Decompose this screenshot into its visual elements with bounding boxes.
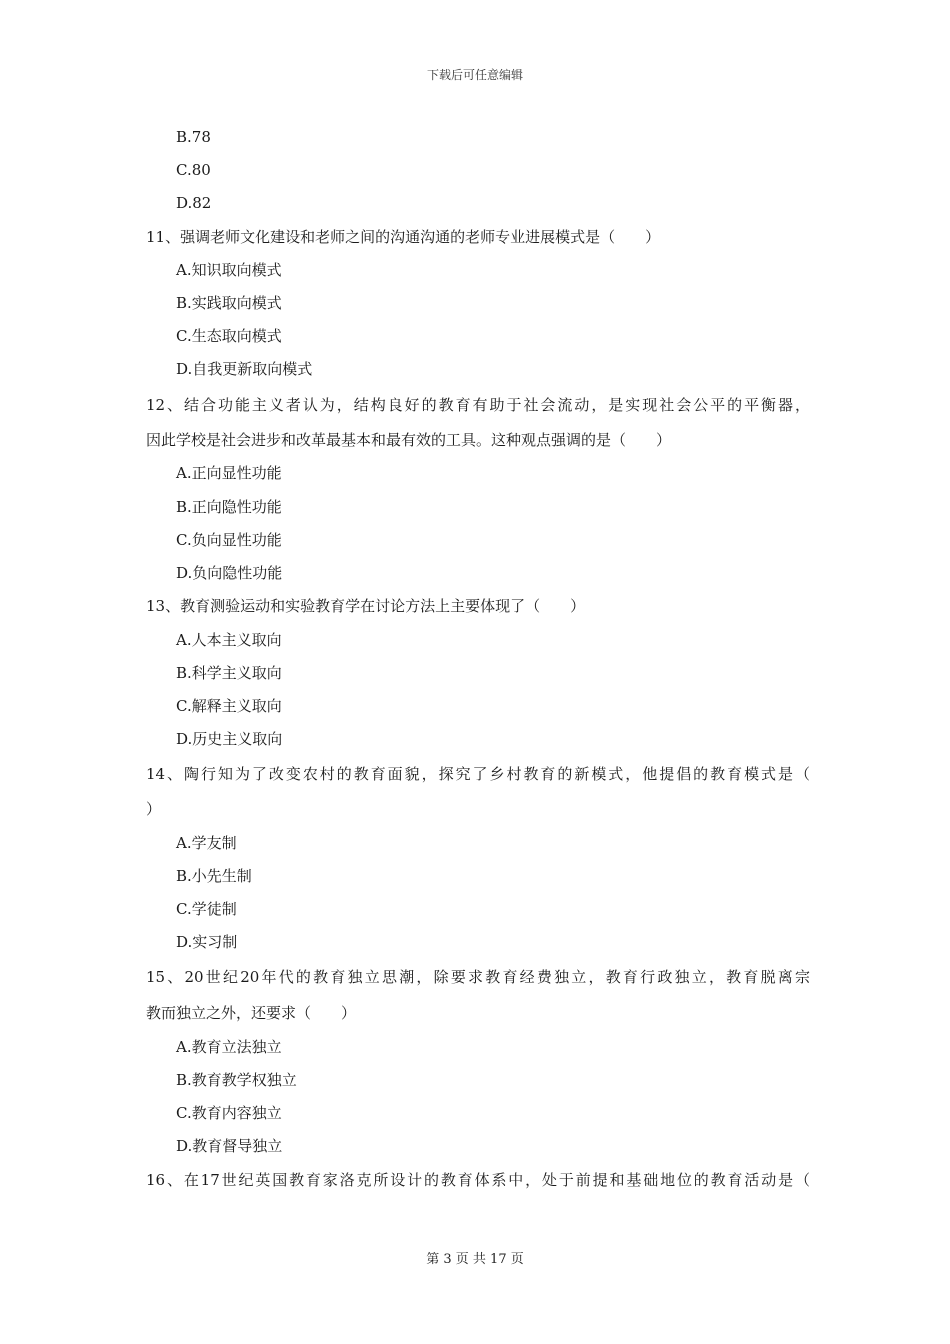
option-a: A.人本主义取向 [176,631,282,649]
option-c: C.教育内容独立 [176,1104,282,1122]
option-d: D.教育督导独立 [176,1137,283,1155]
option-b: B.小先生制 [176,867,252,885]
option-c: C.负向显性功能 [176,531,282,549]
question-14-stem-line-2: ） [146,800,162,818]
question-12-stem-line-1: 12、结合功能主义者认为，结构良好的教育有助于社会流动，是实现社会公平的平衡器， [146,396,810,414]
option-a: A.正向显性功能 [176,464,282,482]
option-b: B.科学主义取向 [176,664,282,682]
option-b: B.教育教学权独立 [176,1071,297,1089]
question-13-stem: 13、教育测验运动和实验教育学在讨论方法上主要体现了（ ） [146,597,586,615]
option-c: C.学徒制 [176,900,237,918]
option-d: D.82 [176,194,212,212]
option-a: A.学友制 [176,834,237,852]
question-15-stem-line-2: 教而独立之外，还要求（ ） [146,1004,357,1022]
page-header: 下载后可任意编辑 [426,68,523,82]
question-15-stem-line-1: 15、20世纪20年代的教育独立思潮，除要求教育经费独立，教育行政独立，教育脱离宗 [146,968,810,986]
option-d: D.历史主义取向 [176,730,283,748]
option-c: C.80 [176,161,211,179]
page-footer: 第 3 页 共 17 页 [426,1252,524,1267]
option-c: C.生态取向模式 [176,327,282,345]
option-a: A.知识取向模式 [176,261,282,279]
option-b: B.正向隐性功能 [176,498,282,516]
question-11-stem: 11、强调老师文化建设和老师之间的沟通沟通的老师专业进展模式是（ ） [146,228,661,246]
question-12-stem-line-2: 因此学校是社会进步和改革最基本和最有效的工具。这种观点强调的是（ ） [146,431,672,449]
question-16-stem: 16、在17世纪英国教育家洛克所设计的教育体系中，处于前提和基础地位的教育活动是（ [146,1171,810,1189]
option-d: D.实习制 [176,933,238,951]
option-b: B.78 [176,128,211,146]
option-a: A.教育立法独立 [176,1038,282,1056]
option-c: C.解释主义取向 [176,697,282,715]
question-14-stem-line-1: 14、陶行知为了改变农村的教育面貌，探究了乡村教育的新模式，他提倡的教育模式是（ [146,765,810,783]
option-b: B.实践取向模式 [176,294,282,312]
option-d: D.负向隐性功能 [176,564,283,582]
option-d: D.自我更新取向模式 [176,360,313,378]
